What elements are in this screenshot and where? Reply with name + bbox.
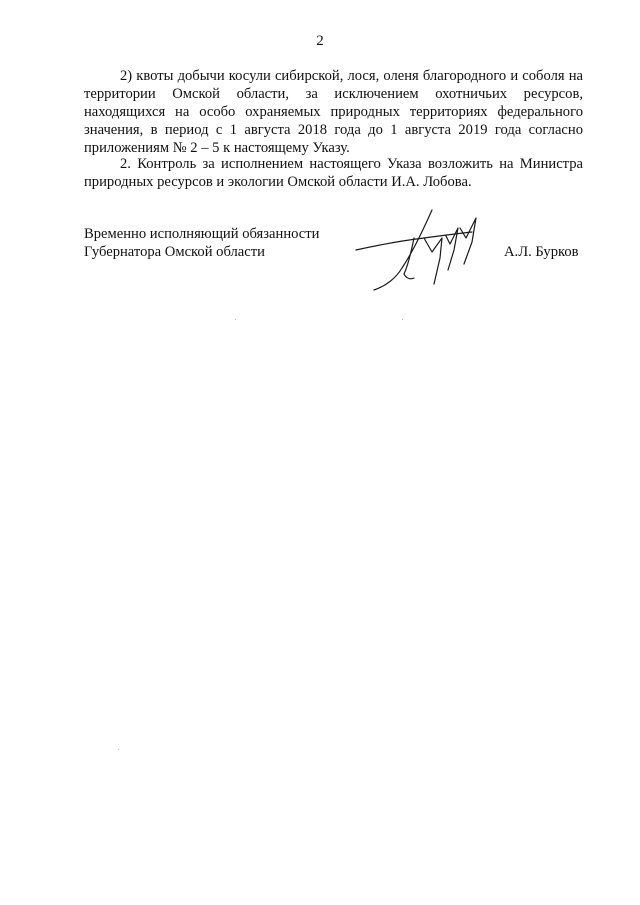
handwritten-signature-icon	[354, 208, 494, 296]
signatory-title-line-2: Губернатора Омской области	[84, 244, 265, 260]
signatory-name: А.Л. Бурков	[504, 244, 579, 260]
page-number: 2	[316, 33, 324, 49]
paragraph-control: 2. Контроль за исполнением настоящего Указа возложить на Министра природных ресурсов и экологии Омской области И.А. Лобова.	[84, 156, 583, 190]
scan-speck	[235, 319, 236, 320]
paragraph-quotas: 2) квоты добычи косули сибирской, лося, оленя благородного и соболя на территории Омской области, за исключением охотничьих ресурсов, находящихся на особо охраняемых природных территориях федерального значения, в период с 1 августа 2018 года до 1 августа 2019 года согласно приложениям № 2 – 5 к настоящему Указу.	[84, 68, 583, 156]
scan-speck	[402, 319, 403, 320]
signatory-title	[84, 225, 319, 261]
scan-speck	[118, 749, 119, 750]
signatory-title-line-1: Временно исполняющий обязанности	[84, 226, 320, 242]
